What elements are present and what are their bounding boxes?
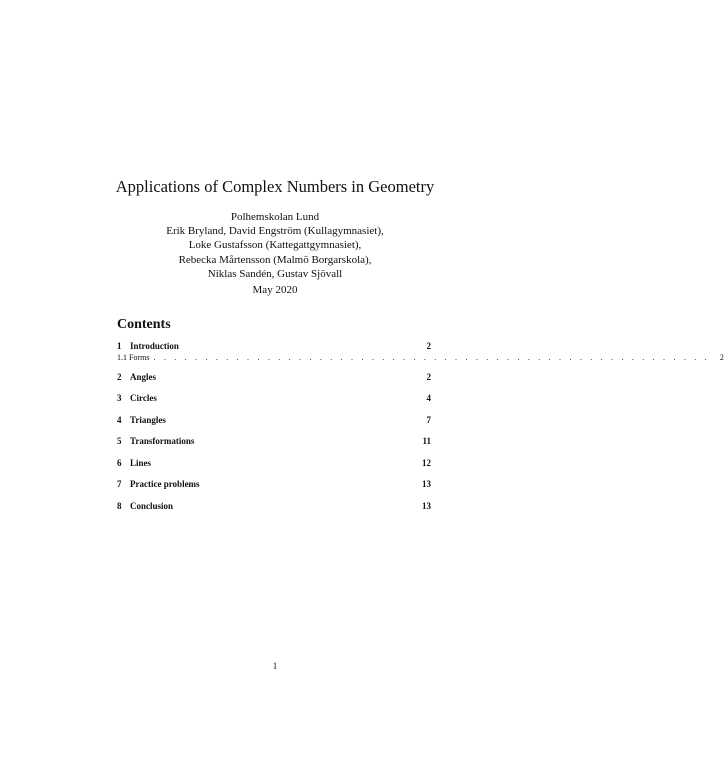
toc-entry-page: 4: [426, 393, 431, 403]
author-block: [0, 210, 550, 281]
toc-entry-label: Lines: [130, 457, 152, 468]
toc-entry-page: 11: [422, 436, 431, 446]
toc-heading: Contents: [117, 317, 171, 332]
toc-entry-page: 13: [422, 500, 431, 511]
toc-entry-circles[interactable]: [117, 393, 431, 415]
toc-entry-number: 6: [117, 457, 122, 468]
toc-entry-page: 12: [422, 457, 431, 468]
toc-entry-number: 3: [117, 393, 122, 403]
toc-leader-dots: . . . . . . . . . . . . . . . . . . . . . . . . . . . . . . . . . . . . . . . . . . . . . . . . . . . . . .: [153, 352, 710, 362]
toc-entry-number: 5: [117, 436, 122, 446]
toc-entry-label: Angles: [130, 371, 157, 382]
toc-entry-transformations[interactable]: [117, 436, 431, 458]
toc-entry-label: Circles: [130, 393, 157, 403]
page-number: 1: [272, 661, 278, 671]
toc-entry-lines[interactable]: [117, 458, 431, 480]
toc-subentry-page: 2: [719, 352, 724, 362]
table-of-contents: [117, 316, 724, 522]
toc-entry-number: 1: [117, 341, 122, 351]
toc-entry-page: 7: [426, 414, 431, 425]
toc-entry-conclusion[interactable]: [117, 501, 431, 523]
toc-entry-number: 7: [117, 479, 122, 489]
author-line: Rebecka Mårtensson (Malmö Borgarskola),: [178, 253, 372, 266]
toc-entry-label: Introduction: [130, 341, 179, 351]
toc-entry-page: 2: [426, 341, 431, 351]
toc-entry-label: Conclusion: [130, 500, 174, 511]
toc-entry-label: Transformations: [130, 436, 195, 446]
author-line: Loke Gustafsson (Kattegattgymnasiet),: [188, 239, 362, 252]
toc-subentry-number: 1.1: [117, 352, 127, 362]
date: May 2020: [252, 284, 298, 296]
toc-entry-page: 13: [422, 479, 431, 489]
author-line: Niklas Sandén, Gustav Sjövall: [207, 267, 343, 280]
toc-entry-angles[interactable]: [117, 372, 431, 394]
toc-entry-practice-problems[interactable]: [117, 479, 431, 501]
toc-entry-introduction[interactable]: [117, 341, 431, 353]
toc-entry-page: 2: [426, 371, 431, 382]
toc-subentry-label: Forms: [129, 352, 150, 362]
toc-entry-triangles[interactable]: [117, 415, 431, 437]
author-line: Erik Bryland, David Engström (Kullagymnasiet),: [166, 225, 384, 238]
affiliation: Polhemskolan Lund: [230, 211, 320, 223]
toc-entry-label: Practice problems: [130, 479, 200, 489]
paper-title: Applications of Complex Numbers in Geometry: [115, 177, 435, 196]
toc-entry-number: 4: [117, 414, 122, 425]
toc-subentry-forms[interactable]: [117, 352, 724, 372]
toc-entry-number: 8: [117, 500, 122, 511]
toc-entry-number: 2: [117, 371, 122, 382]
toc-entry-label: Triangles: [130, 414, 166, 425]
